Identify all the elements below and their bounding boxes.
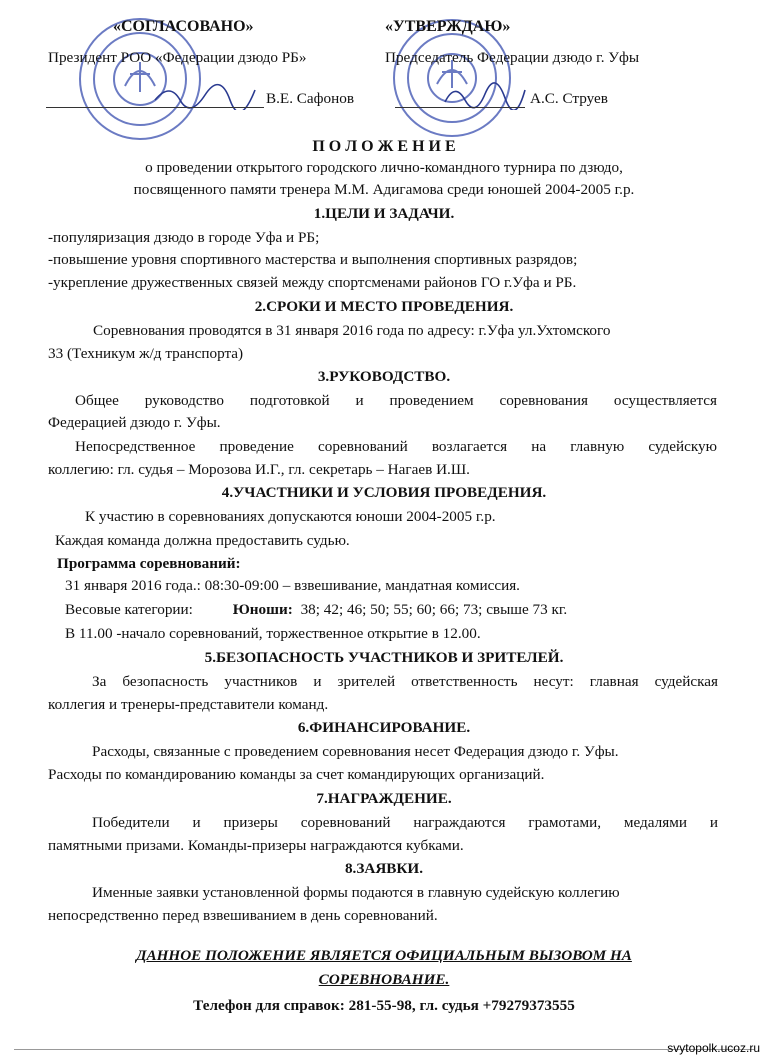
section-7-heading: 7.НАГРАЖДЕНИЕ. <box>316 790 452 807</box>
section-3-line-2: Федерацией дзюдо г. Уфы. <box>48 414 221 431</box>
weight-values: 38; 42; 46; 50; 55; 60; 66; 73; свыше 73 кг. <box>300 601 568 618</box>
section-7-line-1: Победители и призеры соревнований награждаются грамотами, медалями и <box>92 814 718 831</box>
section-8-line-1: Именные заявки установленной формы подаются в главную судейскую коллегию <box>92 884 620 901</box>
section-1-line-1: -популяризация дзюдо в городе Уфа и РБ; <box>48 229 320 246</box>
section-4-heading: 4.УЧАСТНИКИ И УСЛОВИЯ ПРОВЕДЕНИЯ. <box>221 484 547 501</box>
official-call-line-1: ДАННОЕ ПОЛОЖЕНИЕ ЯВЛЯЕТСЯ ОФИЦИАЛЬНЫМ ВЫЗОВОМ НА <box>136 947 632 964</box>
section-5-line-2: коллегия и тренеры-представители команд. <box>48 696 329 713</box>
approved-right-title: «УТВЕРЖДАЮ» <box>385 18 511 35</box>
section-3-line-3: Непосредственное проведение соревнований возлагается на главную судейскую <box>75 438 717 455</box>
contact-phone: Телефон для справок: 281-55-98, гл. судья +79279373555 <box>193 997 575 1014</box>
title-line-2: посвященного памяти тренера М.М. Адигамова среди юношей 2004-2005 г.р. <box>133 181 635 198</box>
section-7-line-2: памятными призами. Команды-призеры награждаются кубками. <box>48 837 464 854</box>
section-3-line-4: коллегию: гл. судья – Морозова И.Г., гл. секретарь – Нагаев И.Ш. <box>48 461 470 478</box>
signature-line-right <box>395 107 525 108</box>
section-8-heading: 8.ЗАЯВКИ. <box>344 860 424 877</box>
signature-line-left <box>46 107 264 108</box>
section-1-line-2: -повышение уровня спортивного мастерства и выполнения спортивных разрядов; <box>48 251 578 268</box>
program-heading: Программа соревнований: <box>57 555 241 572</box>
section-2-line-2: 33 (Техникум ж/д транспорта) <box>48 345 244 362</box>
section-3-line-1: Общее руководство подготовкой и проведением соревнования осуществляется <box>75 392 717 409</box>
approved-left-subtitle: Президент РОО «Федерации дзюдо РБ» <box>48 49 307 66</box>
juniors-label: Юноши: <box>232 601 293 618</box>
section-5-line-1: За безопасность участников и зрителей ответственность несут: главная судейская <box>92 673 718 690</box>
section-2-heading: 2.СРОКИ И МЕСТО ПРОВЕДЕНИЯ. <box>254 298 514 315</box>
signature-left-icon <box>150 80 260 110</box>
section-6-line-2: Расходы по командированию команды за счет командирующих организаций. <box>48 766 545 783</box>
source-url: svytopolk.ucoz.ru <box>667 1041 760 1055</box>
section-3-heading: 3.РУКОВОДСТВО. <box>317 368 451 385</box>
title-line-1: о проведении открытого городского лично-командного турнира по дзюдо, <box>145 159 623 176</box>
weight-categories-label: Весовые категории: <box>65 601 193 618</box>
official-call-line-2: СОРЕВНОВАНИЕ. <box>318 971 450 988</box>
section-1-heading: 1.ЦЕЛИ И ЗАДАЧИ. <box>313 205 455 222</box>
approved-left-name: В.Е. Сафонов <box>266 90 354 107</box>
program-line-3: В 11.00 -начало соревнований, торжественное открытие в 12.00. <box>65 625 481 642</box>
bottom-divider <box>14 1049 754 1050</box>
section-4-line-1: К участию в соревнованиях допускаются юноши 2004-2005 г.р. <box>85 508 496 525</box>
section-6-heading: 6.ФИНАНСИРОВАНИЕ. <box>297 719 471 736</box>
document-title: П О Л О Ж Е Н И Е <box>312 138 456 155</box>
program-line-2 <box>65 600 567 620</box>
section-8-line-2: непосредственно перед взвешиванием в день соревнований. <box>48 907 438 924</box>
signature-right-icon <box>440 80 535 110</box>
approved-left-title: «СОГЛАСОВАНО» <box>113 18 254 35</box>
approved-right-subtitle: Председатель Федерации дзюдо г. Уфы <box>385 49 640 66</box>
section-6-line-1: Расходы, связанные с проведением соревнования несет Федерация дзюдо г. Уфы. <box>92 743 619 760</box>
program-line-1: 31 января 2016 года.: 08:30-09:00 – взвешивание, мандатная комиссия. <box>65 577 520 594</box>
section-4-line-2: Каждая команда должна предоставить судью. <box>55 532 350 549</box>
approved-right-name: А.С. Струев <box>530 90 608 107</box>
section-2-line-1: Соревнования проводятся в 31 января 2016 года по адресу: г.Уфа ул.Ухтомского <box>93 322 611 339</box>
section-5-heading: 5.БЕЗОПАСНОСТЬ УЧАСТНИКОВ И ЗРИТЕЛЕЙ. <box>204 649 564 666</box>
section-1-line-3: -укрепление дружественных связей между спортсменами районов ГО г.Уфа и РБ. <box>48 274 577 291</box>
